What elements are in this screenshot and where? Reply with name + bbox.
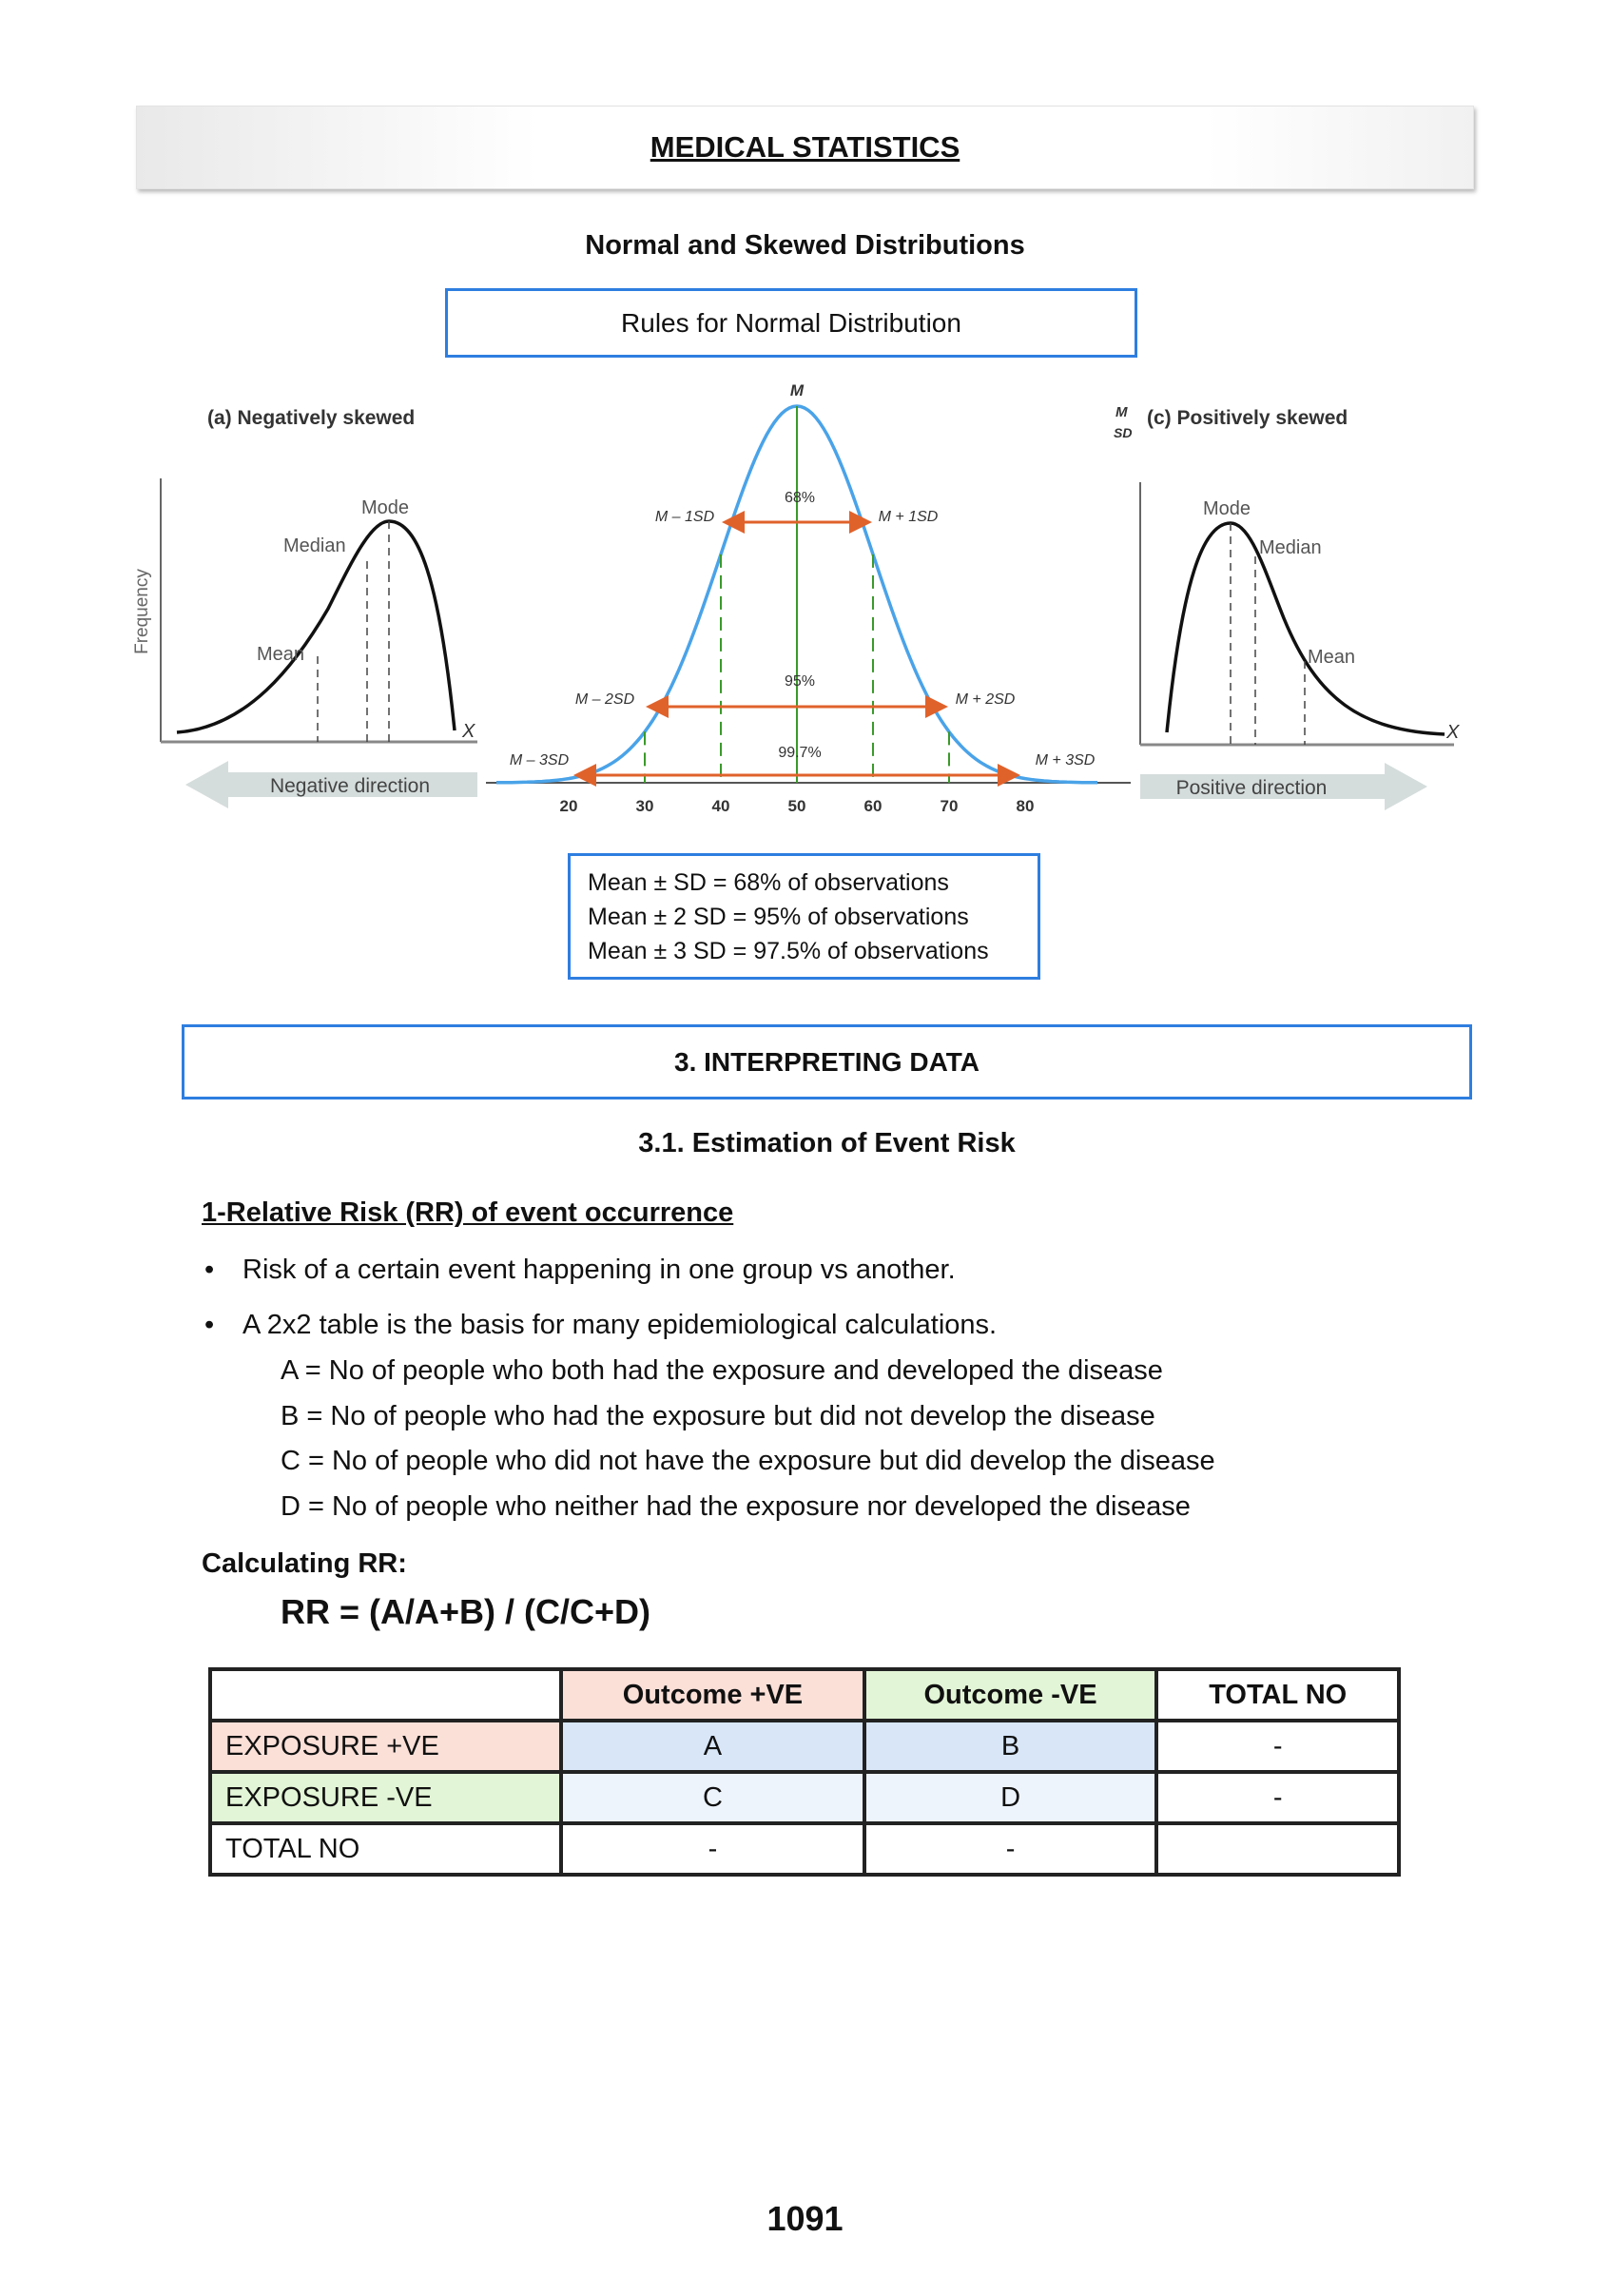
table-header-cell: TOTAL NO (1156, 1669, 1399, 1721)
table-header-cell: Outcome -VE (864, 1669, 1157, 1721)
table-row (210, 1823, 1399, 1875)
pos-direction-label: Positive direction (1175, 777, 1328, 799)
distribution-diagram (0, 0, 1610, 856)
p-3sd-label: M + 3SD (1035, 752, 1096, 769)
section-title: Normal and Skewed Distributions (585, 230, 1025, 261)
bullet-dot: • (204, 1310, 215, 1340)
table-cell: A (561, 1721, 863, 1772)
neg-title: (a) Negatively skewed (207, 407, 416, 429)
positive-skew-plot (1114, 404, 1460, 810)
definition-c: C = No of people who did not have the exposure but did develop the disease (281, 1446, 1215, 1476)
pos-xlabel: X (1446, 722, 1460, 743)
x-tick-label: 80 (1016, 797, 1035, 815)
side-sd-label: SD (1114, 425, 1133, 440)
table-header-cell (210, 1669, 561, 1721)
definition-d: D = No of people who neither had the exposure nor developed the disease (281, 1491, 1191, 1522)
table-row (210, 1721, 1399, 1772)
rr-heading: 1-Relative Risk (RR) of event occurrence (202, 1197, 734, 1228)
interval-label: 99.7% (778, 745, 822, 761)
page-number: 1091 (766, 2199, 844, 2238)
table-row (210, 1772, 1399, 1823)
header-title: MEDICAL STATISTICS (650, 130, 960, 164)
definition-b: B = No of people who had the exposure but did not develop the disease (281, 1401, 1155, 1431)
m-2sd-label: M – 2SD (574, 691, 635, 708)
x-tick-label: 60 (863, 797, 883, 815)
rr-formula: RR = (A/A+B) / (C/C+D) (281, 1592, 651, 1631)
m-1sd-label: M – 1SD (654, 509, 715, 525)
x-tick-label: 70 (940, 797, 959, 815)
table-cell: C (561, 1772, 863, 1823)
pos-title: (c) Positively skewed (1147, 407, 1348, 429)
table-cell: D (864, 1772, 1157, 1823)
neg-ylabel: Frequency (132, 569, 152, 654)
table-cell: EXPOSURE +VE (210, 1721, 561, 1772)
definition-a: A = No of people who both had the exposure and developed the disease (281, 1355, 1163, 1386)
neg-mean-label: Mean (257, 644, 305, 665)
pos-median-label: Median (1259, 537, 1322, 558)
x-tick-label: 50 (787, 797, 806, 815)
side-m-label: M (1115, 404, 1128, 420)
p-1sd-label: M + 1SD (878, 509, 939, 525)
normal-distribution-plot (486, 381, 1131, 815)
table-header-cell: Outcome +VE (561, 1669, 863, 1721)
mean-sd-line: Mean ± 2 SD = 95% of observations (588, 904, 969, 930)
interval-label: 68% (784, 490, 816, 506)
m-3sd-label: M – 3SD (509, 752, 570, 769)
negative-skew-plot (132, 407, 477, 808)
mean-sd-box (568, 853, 1040, 980)
table-header-row (210, 1669, 1399, 1721)
table-cell: TOTAL NO (210, 1823, 561, 1875)
interval-label: 95% (784, 673, 816, 690)
table-cell: B (864, 1721, 1157, 1772)
bullet-text: A 2x2 table is the basis for many epidemiological calculations. (242, 1310, 998, 1340)
rules-box-label: Rules for Normal Distribution (621, 307, 961, 338)
section3-box (182, 1024, 1472, 1099)
pos-mean-label: Mean (1308, 647, 1356, 668)
calc-label: Calculating RR: (202, 1548, 407, 1579)
rr-2x2-table (208, 1667, 1401, 1877)
neg-direction-label: Negative direction (269, 775, 431, 797)
x-tick-label: 20 (559, 797, 578, 815)
table-cell: EXPOSURE -VE (210, 1772, 561, 1823)
table-cell: - (1156, 1721, 1399, 1772)
mean-top-label: M (789, 381, 805, 399)
table-cell (1156, 1823, 1399, 1875)
neg-median-label: Median (283, 535, 346, 556)
mean-sd-line: Mean ± SD = 68% of observations (588, 869, 949, 896)
p-2sd-label: M + 2SD (955, 691, 1016, 708)
section3-title: 3. INTERPRETING DATA (674, 1046, 980, 1077)
section3-subtitle: 3.1. Estimation of Event Risk (638, 1128, 1016, 1158)
x-tick-label: 40 (711, 797, 730, 815)
bullet-dot: • (204, 1255, 215, 1285)
table-cell: - (864, 1823, 1157, 1875)
x-tick-label: 30 (635, 797, 654, 815)
bullet-text: Risk of a certain event happening in one group vs another. (242, 1255, 956, 1285)
table-cell: - (1156, 1772, 1399, 1823)
neg-mode-label: Mode (361, 497, 410, 518)
neg-xlabel: X (462, 721, 475, 742)
mean-sd-line: Mean ± 3 SD = 97.5% of observations (588, 938, 989, 964)
table-cell: - (561, 1823, 863, 1875)
pos-mode-label: Mode (1203, 498, 1251, 519)
